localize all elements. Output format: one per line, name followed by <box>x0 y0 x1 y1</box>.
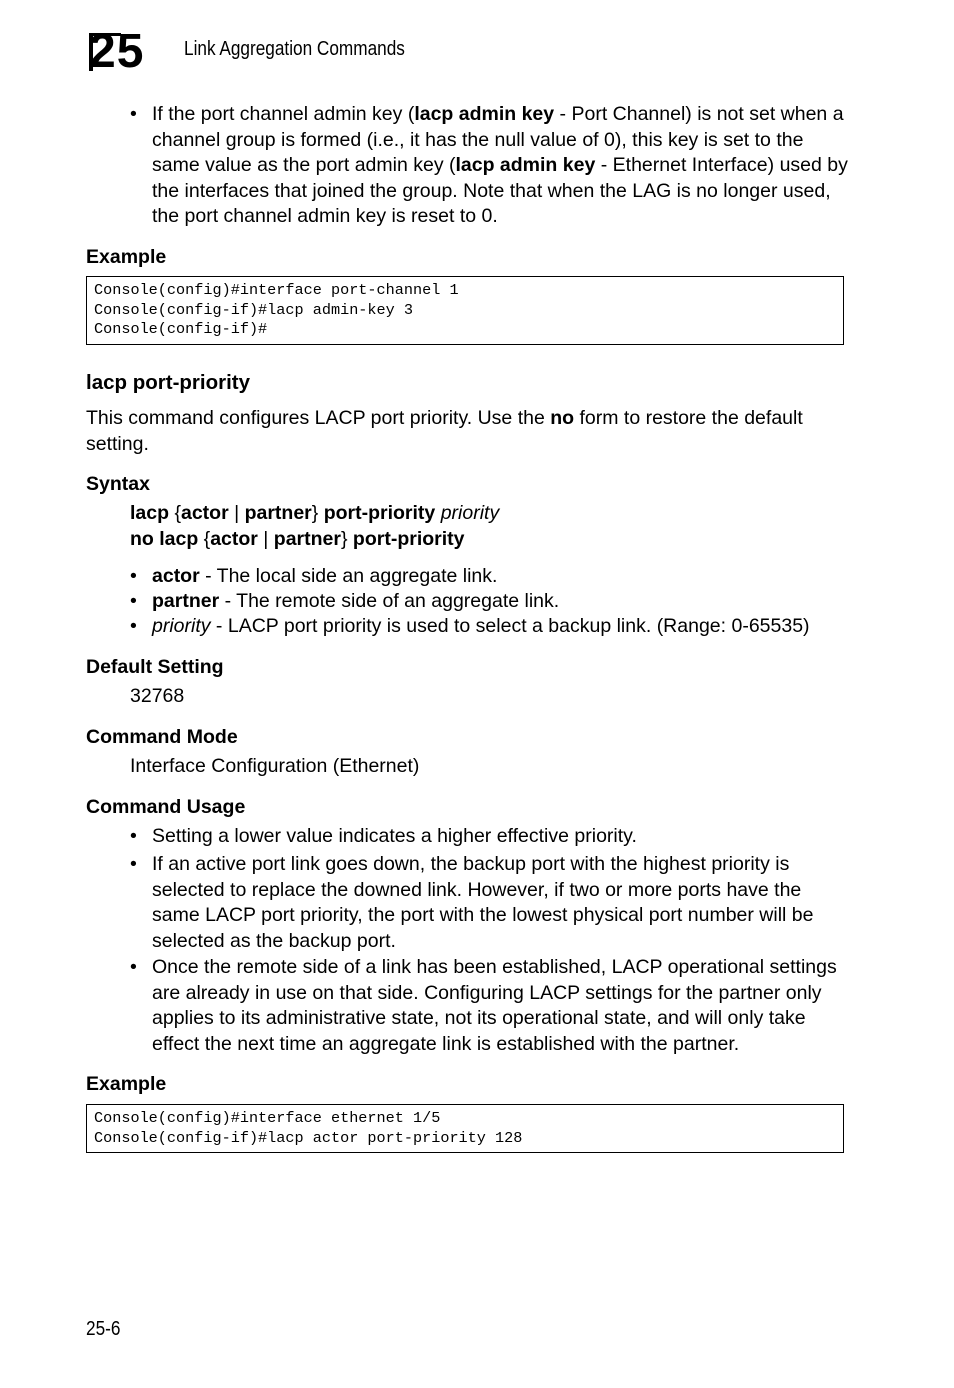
bold-term: no <box>550 407 575 429</box>
param-desc: - The local side an aggregate link. <box>199 565 498 587</box>
chapter-title: Link Aggregation Commands <box>184 38 405 60</box>
bullet-marker: • <box>130 853 137 875</box>
command-usage-heading: Command Usage <box>86 796 246 818</box>
bullet-marker: • <box>130 825 137 847</box>
syntax-keyword: actor <box>180 502 229 524</box>
default-setting-heading: Default Setting <box>86 656 224 678</box>
text-segment: - Ethernet Interface) used by the interfaces that joined the group. Note that when the LAG is no longer used, the port channel admin key is reset to 0. <box>152 154 848 227</box>
code-line: Console(config)#interface ethernet 1/5 <box>94 1109 441 1127</box>
command-mode-value: Interface Configuration (Ethernet) <box>130 755 420 777</box>
text-segment: If the port channel admin key ( <box>152 103 415 125</box>
param-term: priority <box>152 615 211 637</box>
syntax-symbol: } <box>340 528 353 550</box>
usage-text: Setting a lower value indicates a higher effective priority. <box>152 825 637 847</box>
code-block-example-1 <box>86 276 844 345</box>
param-text <box>152 589 852 615</box>
bullet-marker: • <box>130 956 137 978</box>
param-text <box>152 614 872 640</box>
command-description <box>86 406 846 457</box>
syntax-symbol: | <box>228 502 245 524</box>
text-segment: - Port Channel) is not set when a channel group is formed (i.e., it has the null value of 0), this key is set to the same value as the port admin key ( <box>152 103 844 176</box>
param-term: partner <box>152 590 220 612</box>
syntax-symbol: { <box>198 528 211 550</box>
usage-text: Once the remote side of a link has been established, LACP operational settings are already in use on that side. Configuring LACP settings for the partner only applies to its administrative state, not its operational state, and will only take effect the next time an aggregate link is established with the partner. <box>152 956 837 1055</box>
page-number: 25-6 <box>86 1318 121 1340</box>
example-heading: Example <box>86 246 167 268</box>
syntax-line-2 <box>130 527 465 553</box>
text-segment: form to restore the default setting. <box>86 407 803 455</box>
bold-term: lacp admin key <box>455 154 596 176</box>
command-mode-heading: Command Mode <box>86 726 238 748</box>
intro-bullet-text <box>152 102 852 230</box>
syntax-keyword: partner <box>244 502 312 524</box>
bold-term: lacp admin key <box>414 103 555 125</box>
param-desc: - The remote side of an aggregate link. <box>219 590 560 612</box>
default-setting-value: 32768 <box>130 685 185 707</box>
bullet-marker: • <box>130 615 137 637</box>
syntax-symbol: { <box>169 502 181 524</box>
syntax-keyword: no lacp <box>130 528 199 550</box>
syntax-keyword: lacp <box>130 502 170 524</box>
syntax-keyword: partner <box>273 528 341 550</box>
usage-text: If an active port link goes down, the backup port with the highest priority is selected to replace the downed link. However, if two or more ports have the same LACP port priority, the port with the lowest physical port number will be selected as the backup port. <box>152 853 814 952</box>
chapter-number: 25 <box>89 25 145 78</box>
syntax-keyword: actor <box>210 528 258 550</box>
bullet-marker: • <box>130 103 137 125</box>
code-line: Console(config)#interface port-channel 1 <box>94 281 459 299</box>
text-segment: This command configures LACP port priority. Use the <box>86 407 551 429</box>
syntax-heading: Syntax <box>86 473 150 495</box>
syntax-argument: priority <box>440 502 500 524</box>
example-heading: Example <box>86 1073 167 1095</box>
code-block-example-2 <box>86 1104 844 1153</box>
bullet-marker: • <box>130 565 137 587</box>
code-line: Console(config-if)# <box>94 320 268 338</box>
syntax-keyword: port-priority <box>352 528 465 550</box>
syntax-symbol: | <box>257 528 274 550</box>
command-title: lacp port-priority <box>86 371 251 394</box>
syntax-symbol: } <box>311 502 324 524</box>
param-term: actor <box>152 565 200 587</box>
syntax-keyword: port-priority <box>323 502 436 524</box>
param-desc: - LACP port priority is used to select a backup link. (Range: 0-65535) <box>210 615 810 637</box>
param-text <box>152 564 852 590</box>
code-line: Console(config-if)#lacp admin-key 3 <box>94 300 413 319</box>
syntax-line-1 <box>130 501 499 527</box>
bullet-marker: • <box>130 590 137 612</box>
code-line: Console(config-if)#lacp actor port-priority 128 <box>94 1128 523 1147</box>
